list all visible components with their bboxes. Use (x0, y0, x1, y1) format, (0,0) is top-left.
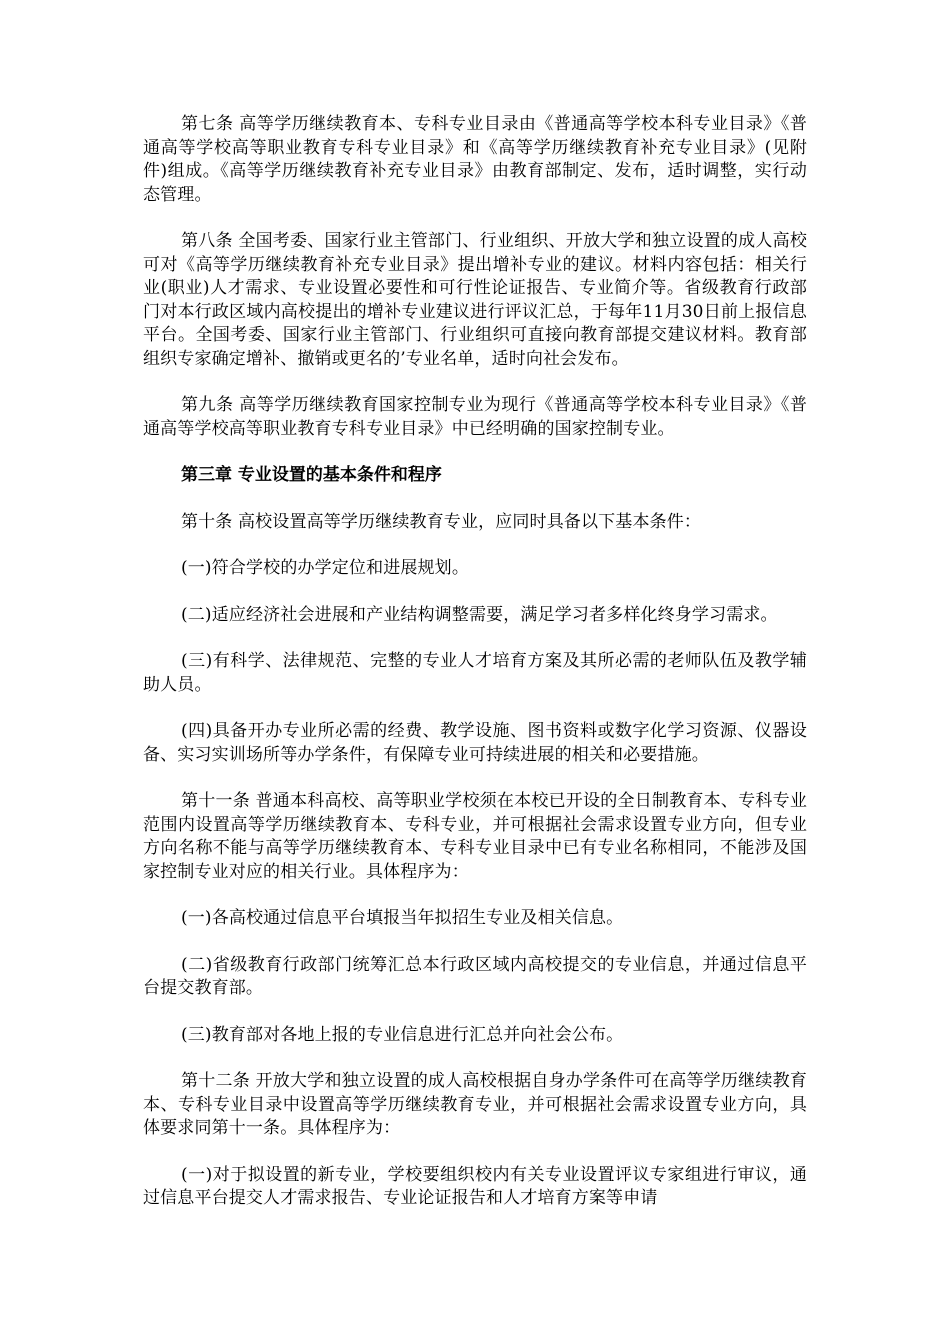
article-10-item-1: (一)符合学校的办学定位和进展规划。 (181, 558, 469, 578)
article-11-item-1: (一)各高校通过信息平台填报当年拟招生专业及相关信息。 (181, 908, 624, 928)
article-11: 第十一条 普通本科高校、高等职业学校须在本校已开设的全日制教育本、专科专业范围内设置高等学历继续教育本、专科专业，并可根据社会需求设置专业方向，但专业方向名称不能与高等学历继续教育本、专科专业目录中已有专业名称相同，不能涉及国家控制专业对应的相关行业。具体程序为： (143, 791, 807, 882)
document-page (143, 113, 807, 1234)
article-10-item-4: (四)具备开办专业所必需的经费、教学设施、图书资料或数字化学习资源、仪器设备、实习实训场所等办学条件，有保障专业可持续进展的相关和必要措施。 (143, 721, 807, 765)
article-12-item-1: (一)对于拟设置的新专业，学校要组织校内有关专业设置评议专家组进行审议，通过信息平台提交人才需求报告、专业论证报告和人才培育方案等申请 (143, 1164, 807, 1208)
article-10-item-2: (二)适应经济社会进展和产业结构调整需要，满足学习者多样化终身学习需求。 (181, 604, 778, 625)
article-9: 第九条 高等学历继续教育国家控制专业为现行《普通高等学校本科专业目录》《普通高等学校高等职业教育专科专业目录》中已经明确的国家控制专业。 (143, 395, 807, 439)
article-10: 第十条 高校设置高等学历继续教育专业，应同时具备以下基本条件： (181, 511, 702, 532)
article-7: 第七条 高等学历继续教育本、专科专业目录由《普通高等学校本科专业目录》《普通高等学校高等职业教育专科专业目录》和《高等学历继续教育补充专业目录》(见附件)组成。《高等学历继续教育补充专业目录》由教育部制定、发布，适时调整，实行动态管理。 (143, 114, 807, 205)
article-11-item-3: (三)教育部对各地上报的专业信息进行汇总并向社会公布。 (181, 1024, 624, 1045)
article-11-item-2: (二)省级教育行政部门统筹汇总本行政区域内高校提交的专业信息，并通过信息平台提交教育部。 (143, 954, 807, 998)
article-8: 第八条 全国考委、国家行业主管部门、行业组织、开放大学和独立设置的成人高校可对《高等学历继续教育补充专业目录》提出增补专业的建议。材料内容包括：相关行业(职业)人才需求、专业设置必要性和可行性论证报告、专业简介等。省级教育行政部门对本行政区域内高校提出的增补专业建议进行评议汇总，于每年11月30日前上报信息平台。全国考委、国家行业主管部门、行业组织可直接向教育部提交建议材料。教育部组织专家确定增补、撤销或更名的’专业名单，适时向社会发布。 (143, 231, 807, 369)
article-12: 第十二条 开放大学和独立设置的成人高校根据自身办学条件可在高等学历继续教育本、专科专业目录中设置高等学历继续教育专业，并可根据社会需求设置专业方向，具体要求同第十一条。具体程序为： (143, 1071, 807, 1138)
chapter-3-heading: 第三章 专业设置的基本条件和程序 (181, 465, 442, 485)
article-10-item-3: (三)有科学、法律规范、完整的专业人才培育方案及其所必需的老师队伍及教学辅助人员。 (143, 651, 807, 695)
